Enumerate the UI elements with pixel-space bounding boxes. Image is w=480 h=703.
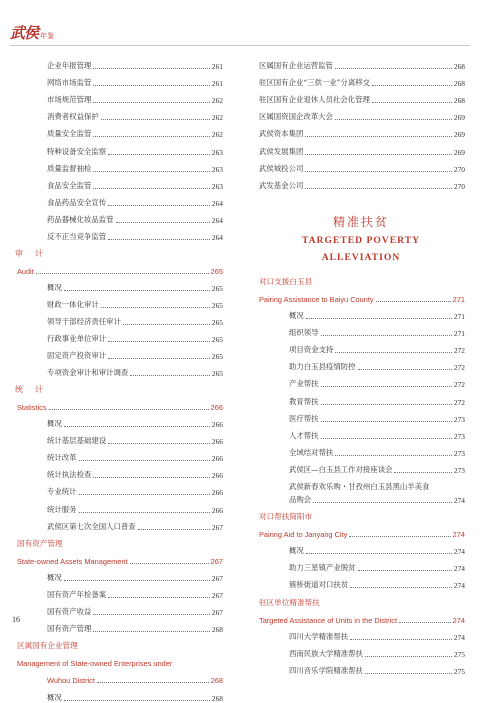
toc-entry-page: 266 <box>211 471 223 481</box>
dot-leader <box>394 472 451 473</box>
toc-entry-page: 274 <box>453 495 465 505</box>
toc-entry-page: 265 <box>211 300 223 310</box>
toc-entry-title: 武侯区—白玉县工作对接座谈会 <box>289 464 393 474</box>
toc-entry <box>15 327 223 344</box>
dot-leader <box>130 563 209 564</box>
toc-entry <box>15 157 223 174</box>
toc-entry-title: 统计基层基础建设 <box>47 436 107 446</box>
toc-entry <box>15 71 223 88</box>
toc-entry-page: 263 <box>211 181 223 191</box>
dot-leader <box>350 587 452 588</box>
dot-leader <box>365 673 452 674</box>
toc-entry-page: 262 <box>211 96 223 106</box>
toc-entry-title: 产业帮扶 <box>289 379 319 389</box>
toc-entry <box>15 54 223 71</box>
toc-entry-page: 265 <box>210 266 223 276</box>
toc-entry-title: Pairing Aid to Janyang City <box>259 530 348 540</box>
toc-entry <box>257 625 465 642</box>
toc-entry <box>15 122 223 139</box>
toc-entry-title: 财政一体化审计 <box>47 299 99 309</box>
toc-entry-title: 概况 <box>289 546 304 556</box>
toc-entry-page: 274 <box>453 547 465 557</box>
toc-entry-page: 264 <box>211 233 223 243</box>
toc-right-bottom <box>257 270 465 676</box>
toc-entry-page: 273 <box>453 414 465 424</box>
toc-entry-title: 武侯区第七次全国人口普查 <box>47 521 136 531</box>
toc-entry-title: 武侯发展集团 <box>259 146 304 156</box>
toc-entry-title: 专业统计 <box>47 487 77 497</box>
toc-entry <box>15 685 223 702</box>
toc-entry-title: 簇桥街道对口扶贫 <box>289 580 349 590</box>
dot-leader <box>335 119 452 120</box>
toc-entry <box>257 389 465 406</box>
toc-entry <box>15 429 223 446</box>
dot-leader <box>93 188 210 189</box>
dot-leader <box>108 239 210 240</box>
toc-entry <box>257 573 465 590</box>
toc-entry-title: 统计执法检查 <box>47 470 92 480</box>
toc-entry-page: 274 <box>452 615 465 625</box>
dot-leader <box>108 443 210 444</box>
toc-entry-title: 对口帮扶简阳市 <box>259 512 313 522</box>
toc-entry <box>257 441 465 458</box>
dot-leader <box>372 85 452 86</box>
page-number: 16 <box>12 615 20 624</box>
dot-leader <box>93 631 210 632</box>
toc-entry-page: 272 <box>453 397 465 407</box>
toc-entry-title: 统 计 <box>15 384 45 394</box>
dot-leader <box>93 171 210 172</box>
toc-entry <box>15 310 223 327</box>
toc-entry-title: 统计服务 <box>47 504 77 514</box>
toc-entry-page: 272 <box>453 363 465 373</box>
section-heading <box>257 505 465 522</box>
dot-leader <box>93 136 210 137</box>
toc-entry-page: 267 <box>210 556 223 566</box>
toc-entry-title: 概况 <box>47 419 62 429</box>
toc-entry-title: 武侯资本集团 <box>259 129 304 139</box>
toc-entry-title: 武侯新春欢乐购・甘孜州白玉县黑山羊美食 <box>289 481 430 491</box>
toc-entry-page: 262 <box>211 113 223 123</box>
toc-entry <box>257 556 465 573</box>
toc-entry-title: 企业年报管理 <box>47 61 92 71</box>
toc-entry-page: 268 <box>453 79 465 89</box>
toc-entry-title: 西南民族大学精准帮扶 <box>289 648 363 658</box>
yearbook-logo-sub: 年鉴 <box>40 32 55 40</box>
toc-entry-page: 272 <box>453 380 465 390</box>
toc-entry-page: 268 <box>453 62 465 72</box>
dot-leader <box>123 324 210 325</box>
dot-leader <box>79 460 210 461</box>
dot-leader <box>93 614 210 615</box>
toc-entry <box>15 583 223 600</box>
dot-leader <box>321 335 452 336</box>
toc-entry <box>257 407 465 424</box>
toc-entry-page: 270 <box>453 164 465 174</box>
toc-entry-title: 行政事业单位审计 <box>47 334 107 344</box>
toc-entry <box>15 651 223 668</box>
toc-entry-page: 275 <box>453 666 465 676</box>
toc-entry-title: Pairing Assistance to Baiyu County <box>259 294 374 304</box>
toc-entry-page: 268 <box>453 96 465 106</box>
toc-entry-page: 266 <box>211 505 223 515</box>
toc-entry <box>15 549 223 566</box>
toc-entry <box>15 259 223 276</box>
toc-entry-title: 市场规范管理 <box>47 95 92 105</box>
toc-entry-title: Targeted Assistance of Units in the District <box>259 615 398 625</box>
toc-entry-title: 区属国有企业管理 <box>17 641 78 651</box>
toc-entry <box>15 88 223 105</box>
toc-entry-title: Management of State-owned Enterprises under <box>17 659 173 669</box>
toc-entry-title: 特种设备安全监察 <box>47 146 107 156</box>
dot-leader <box>93 68 210 69</box>
toc-entry <box>257 122 465 139</box>
dot-leader <box>321 421 452 422</box>
toc-entry-title: 国有资产管理 <box>47 624 92 634</box>
toc-entry-page: 268 <box>211 625 223 635</box>
toc-entry <box>15 361 223 378</box>
dot-leader <box>64 700 210 701</box>
yearbook-logo: 武侯 <box>10 24 39 42</box>
dot-leader <box>321 438 452 439</box>
toc-entry-title: 专项资金审计和审计调查 <box>47 368 129 378</box>
toc-entry <box>15 566 223 583</box>
toc-entry <box>15 344 223 361</box>
toc-entry-page: 266 <box>211 488 223 498</box>
toc-entry-page: 266 <box>210 402 223 412</box>
toc-entry <box>15 497 223 514</box>
toc-entry <box>257 139 465 156</box>
toc-entry-title: 网络市场监管 <box>47 78 92 88</box>
toc-entry-page: 274 <box>453 632 465 642</box>
dot-leader <box>321 404 452 405</box>
toc-entry-page: 263 <box>211 147 223 157</box>
toc-entry-title: 概况 <box>47 282 62 292</box>
toc-entry-title: 助力三星镇产业脱贫 <box>289 563 356 573</box>
toc-entry-page: 274 <box>453 564 465 574</box>
toc-entry-page: 270 <box>453 181 465 191</box>
toc-entry <box>257 338 465 355</box>
dot-leader <box>108 341 210 342</box>
chapter-heading <box>257 213 465 264</box>
toc-entry <box>15 293 223 310</box>
toc-entry-title: State-owned Assets Management <box>17 556 128 566</box>
toc-entry-page: 266 <box>211 420 223 430</box>
toc-entry <box>15 276 223 293</box>
section-heading <box>15 532 223 549</box>
dot-leader <box>376 301 451 302</box>
toc-entry <box>257 608 465 625</box>
chapter-title-en-line1: TARGETED POVERTY <box>301 234 421 246</box>
toc-entry-title: 概况 <box>47 572 62 582</box>
dot-leader <box>399 622 451 623</box>
toc-entry-page: 272 <box>453 346 465 356</box>
toc-entry-title: 四川音乐学院精准帮扶 <box>289 665 363 675</box>
toc-entry-page: 273 <box>453 465 465 475</box>
toc-entry-title: 医疗帮扶 <box>289 413 319 423</box>
dot-leader <box>101 119 210 120</box>
dot-leader <box>305 188 452 189</box>
toc-entry-page: 274 <box>452 530 465 540</box>
toc-entry-title: 区属国有企业运营监管 <box>259 61 333 71</box>
toc-entry-page: 269 <box>453 113 465 123</box>
toc-left-column <box>15 54 223 703</box>
toc-entry-title: 概况 <box>289 311 304 321</box>
toc-entry-title: Statistics <box>17 402 47 412</box>
dot-leader <box>108 205 210 206</box>
dot-leader <box>305 136 452 137</box>
dot-leader <box>138 529 210 530</box>
toc-entry <box>257 522 465 539</box>
dot-leader <box>64 426 210 427</box>
toc-entry <box>15 395 223 412</box>
toc-entry <box>15 225 223 242</box>
chapter-title-en-line2: ALLEVIATION <box>321 251 401 263</box>
toc-entry-title: 国有资产收益 <box>47 607 92 617</box>
dot-leader <box>335 352 452 353</box>
toc-entry-page: 267 <box>211 573 223 583</box>
dot-leader <box>64 580 210 581</box>
toc-entry-title: 质量安全监管 <box>47 129 92 139</box>
toc-entry-title: 概况 <box>47 692 62 702</box>
toc-entry <box>15 600 223 617</box>
toc-entry <box>15 617 223 634</box>
toc-entry <box>257 157 465 174</box>
toc-entry-page: 268 <box>211 693 223 703</box>
toc-entry-title: 助力白玉县疫情防控 <box>289 362 356 372</box>
toc-entry-title: 领导干部经济责任审计 <box>47 317 121 326</box>
toc-entry <box>15 480 223 497</box>
header-rule <box>10 45 470 46</box>
toc-entry <box>15 174 223 191</box>
dot-leader <box>335 68 452 69</box>
toc-entry-page: 273 <box>453 431 465 441</box>
toc-entry-page: 269 <box>453 130 465 140</box>
dot-leader <box>49 409 209 410</box>
dot-leader <box>79 512 210 513</box>
toc-entry-title: 武侯城投公司 <box>259 163 304 173</box>
toc-entry-page: 265 <box>211 283 223 293</box>
dot-leader <box>97 682 209 683</box>
toc-entry-title: 国有资产管理 <box>17 538 63 548</box>
toc-entry-page: 263 <box>211 164 223 174</box>
section-heading <box>15 378 223 395</box>
toc-right-top <box>257 54 465 191</box>
toc-entry <box>257 475 465 492</box>
dot-leader <box>305 154 452 155</box>
toc-entry <box>15 515 223 532</box>
toc-entry <box>257 174 465 191</box>
toc-entry-page: 265 <box>211 352 223 362</box>
dot-leader <box>93 477 210 478</box>
toc-entry-page: 261 <box>211 62 223 72</box>
dot-leader <box>108 358 210 359</box>
toc-entry <box>257 54 465 71</box>
toc-entry-page: 262 <box>211 130 223 140</box>
toc-entry <box>257 458 465 475</box>
dot-leader <box>350 639 452 640</box>
toc-entry-page: 265 <box>211 369 223 379</box>
toc-entry-page: 267 <box>211 522 223 532</box>
toc-entry-page: 269 <box>453 147 465 157</box>
toc-entry <box>15 668 223 685</box>
toc-entry-title: 国有资产年检备案 <box>47 590 107 599</box>
toc-entry-page: 265 <box>211 335 223 345</box>
toc-entry <box>15 412 223 429</box>
dot-leader <box>93 102 210 103</box>
dot-leader <box>79 494 210 495</box>
toc-entry <box>257 424 465 441</box>
toc-entry-title: 人才帮扶 <box>289 430 319 440</box>
toc-entry-title: 品购会 <box>289 494 312 504</box>
toc-entry-title: Wuhou District <box>47 676 95 686</box>
toc-entry-page: 266 <box>211 437 223 447</box>
dot-leader <box>321 386 452 387</box>
toc-entry <box>15 463 223 480</box>
toc-entry-title: 食品安全监管 <box>47 180 92 190</box>
dot-leader <box>64 290 210 291</box>
toc-entry-title: 驻区国有企业退休人员社会化管理 <box>259 95 370 105</box>
toc-entry-page: 271 <box>452 294 465 304</box>
toc-entry-page: 261 <box>211 79 223 89</box>
dot-leader <box>116 222 210 223</box>
toc-entry <box>257 321 465 338</box>
toc-entry-page: 275 <box>453 649 465 659</box>
toc-entry-page: 267 <box>211 591 223 600</box>
dot-leader <box>313 502 452 503</box>
toc-entry <box>257 659 465 676</box>
dot-leader <box>358 570 452 571</box>
section-heading <box>257 590 465 607</box>
toc-entry-title: 四川大学精准帮扶 <box>289 631 349 641</box>
toc-entry-title: 全域结对帮扶 <box>289 447 334 457</box>
dot-leader <box>365 656 452 657</box>
toc-entry <box>15 446 223 463</box>
toc-entry-title: 固定资产投资审计 <box>47 351 107 361</box>
toc-entry-page: 274 <box>453 581 465 591</box>
toc-entry-page: 273 <box>453 448 465 458</box>
toc-entry <box>257 372 465 389</box>
dot-leader <box>108 154 210 155</box>
toc-entry-page: 266 <box>211 454 223 464</box>
toc-entry <box>257 492 465 505</box>
dot-leader <box>358 369 452 370</box>
toc-entry-title: 驻区单位精准帮扶 <box>259 597 320 607</box>
toc-entry-title: 武发基金公司 <box>259 180 304 190</box>
toc-entry-title: 区属国资国企改革大会 <box>259 112 333 122</box>
dot-leader <box>108 597 210 598</box>
page-header <box>10 22 54 44</box>
toc-entry-title: 审 计 <box>15 248 45 258</box>
toc-entry-title: 教育帮扶 <box>289 396 319 406</box>
toc-entry-page: 264 <box>211 198 223 208</box>
section-heading <box>257 270 465 287</box>
section-heading <box>15 242 223 259</box>
toc-entry-title: 组织领导 <box>289 328 319 338</box>
toc-entry-title: 对口支援白玉县 <box>259 276 313 286</box>
toc-entry-title: 食品药品安全宣传 <box>47 197 107 207</box>
dot-leader <box>93 85 210 86</box>
dot-leader <box>349 536 450 537</box>
dot-leader <box>130 375 210 376</box>
toc-entry-title: 驻区国有企业“三供一业”分离移交 <box>259 78 371 88</box>
chapter-title-cn: 精准扶贫 <box>332 214 389 229</box>
toc-right-column <box>257 54 465 676</box>
toc-entry <box>15 191 223 208</box>
dot-leader <box>305 171 452 172</box>
toc-entry <box>257 71 465 88</box>
toc-entry-title: Audit <box>17 266 34 276</box>
toc-entry-title: 统计改革 <box>47 453 77 463</box>
toc-entry-page: 268 <box>210 676 223 686</box>
toc-entry-page: 271 <box>453 329 465 339</box>
toc-entry-title: 质量监督抽检 <box>47 163 92 173</box>
toc-entry-title: 项目资金支持 <box>289 345 334 355</box>
section-heading <box>15 634 223 651</box>
toc-entry-page: 267 <box>211 608 223 618</box>
dot-leader <box>306 553 452 554</box>
toc-entry <box>15 139 223 156</box>
toc-entry <box>257 355 465 372</box>
toc-entry-title: 药品器械化妆品监管 <box>47 214 114 224</box>
toc-entry-page: 271 <box>453 312 465 322</box>
toc-entry <box>257 304 465 321</box>
dot-leader <box>36 273 209 274</box>
toc-entry <box>15 105 223 122</box>
toc-entry <box>257 539 465 556</box>
toc-entry <box>257 287 465 304</box>
dot-leader <box>101 307 210 308</box>
dot-leader <box>306 318 452 319</box>
toc-entry-page: 265 <box>211 318 223 327</box>
toc-entry-title: 反不正当竞争监管 <box>47 232 107 242</box>
toc-entry-title: 消费者权益保护 <box>47 112 99 122</box>
toc-entry <box>257 88 465 105</box>
dot-leader <box>335 455 452 456</box>
toc-entry <box>257 105 465 122</box>
toc-entry <box>15 208 223 225</box>
toc-entry-page: 264 <box>211 215 223 225</box>
dot-leader <box>372 102 452 103</box>
toc-entry <box>257 642 465 659</box>
